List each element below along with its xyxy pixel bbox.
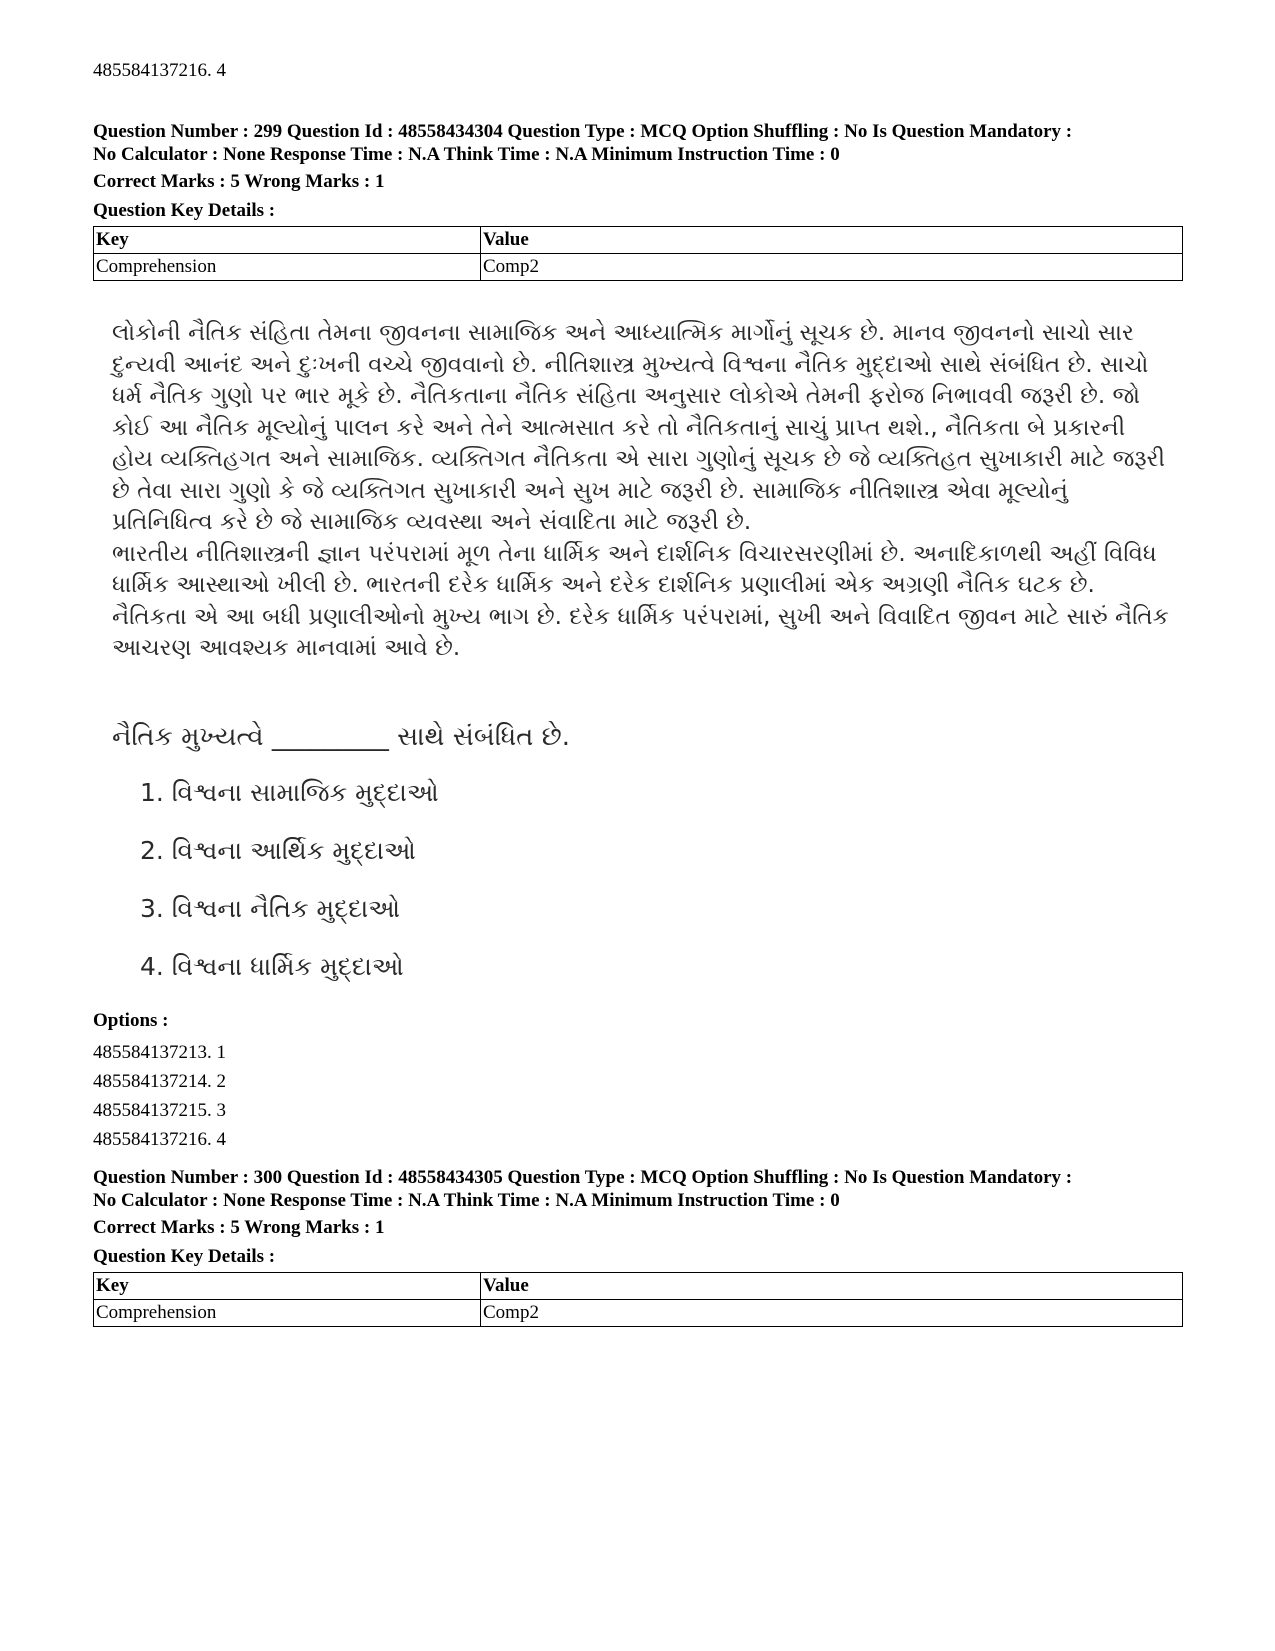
comprehension-passage xyxy=(112,318,1172,665)
options-list xyxy=(93,1038,226,1154)
question-block-300 xyxy=(93,1166,1183,1327)
table-row xyxy=(94,254,1183,281)
question-header-line1: Question Number : 300 Question Id : 48558434305 Question Type : MCQ Option Shuffling : No Is Question Mandatory : xyxy=(93,1167,1073,1188)
choice-4: 4. વિશ્વના ધાર્મિક મુદ્દાઓ xyxy=(140,952,404,981)
question-header-line2: No Calculator : None Response Time : N.A Think Time : N.A Minimum Instruction Time : 0 xyxy=(93,144,840,165)
option-item-2: 485584137214. 2 xyxy=(93,1071,226,1092)
question-header-line2: No Calculator : None Response Time : N.A Think Time : N.A Minimum Instruction Time : 0 xyxy=(93,1190,840,1211)
options-label: Options : xyxy=(93,1010,169,1031)
key-details-table xyxy=(93,1272,1183,1327)
passage-paragraph-2: ભારતીય નીતિશાસ્ત્રની જ્ઞાન પરંપરામાં મૂળ તેના ધાર્મિક અને દાર્શનિક વિચારસરણીમાં છે. અનાદિકાળથી અહીં વિવિધ ધાર્મિક આસ્થાઓ ખીલી છે. ભારતની દરેક ધાર્મિક અને દરેક દાર્શનિક પ્રણાલીમાં એક અગ્રણી નૈતિક ઘટક છે. નૈતિકતા એ આ બધી પ્રણાલીઓનો મુખ્ય ભાગ છે. દરેક ધાર્મિક પરંપરામાં, સુખી અને વિવાદિત જીવન માટે સારું નૈતિક આચરણ આવશ્યક માનવામાં આવે છે. xyxy=(112,540,1169,661)
table-header-value: Value xyxy=(481,1273,1183,1300)
table-cell-value: Comp2 xyxy=(481,254,1183,281)
key-details-label: Question Key Details : xyxy=(93,1246,276,1267)
table-header-row xyxy=(94,227,1183,254)
table-cell-key: Comprehension xyxy=(94,1300,481,1327)
question-text: નૈતિક મુખ્યત્વે _________ સાથે સંબંધિત છે. xyxy=(112,722,571,752)
table-row xyxy=(94,1300,1183,1327)
table-header-value: Value xyxy=(481,227,1183,254)
table-cell-key: Comprehension xyxy=(94,254,481,281)
choice-3: 3. વિશ્વના નૈતિક મુદ્દાઓ xyxy=(140,894,401,923)
option-item-4: 485584137216. 4 xyxy=(93,1129,226,1150)
table-header-row xyxy=(94,1273,1183,1300)
option-item-3: 485584137215. 3 xyxy=(93,1100,226,1121)
table-header-key: Key xyxy=(94,227,481,254)
table-cell-value: Comp2 xyxy=(481,1300,1183,1327)
key-details-label: Question Key Details : xyxy=(93,200,276,221)
question-block-299 xyxy=(93,120,1183,281)
passage-paragraph-1: લોકોની નૈતિક સંહિતા તેમના જીવનના સામાજિક અને આધ્યાત્મિક માર્ગોનું સૂચક છે. માનવ જીવનનો સાચો સાર દુન્યવી આનંદ અને દુઃખની વચ્ચે જીવવાનો છે. નીતિશાસ્ત્ર મુખ્યત્વે વિશ્વના નૈતિક મુદ્દાઓ સાથે સંબંધિત છે. સાચો ધર્મ નૈતિક ગુણો પર ભાર મૂકે છે. નૈતિકતાના નૈતિક સંહિતા અનુસાર લોકોએ તેમની ફરોજ નિભાવવી જરૂરી છે. જો કોઈ આ નૈતિક મૂલ્યોનું પાલન કરે અને તેને આત્મસાત કરે તો નૈતિકતાનું સાચું પ્રાપ્ત થશે., નૈતિકતા બે પ્રકારની હોય વ્યક્તિહગત અને સામાજિક. વ્યક્તિગત નૈતિકતા એ સારા ગુણોનું સૂચક છે જે વ્યક્તિહત સુખાકારી માટે જરૂરી છે તેવા સારા ગુણો કે જે વ્યક્તિગત સુખાકારી અને સુખ માટે જરૂરી છે. સામાજિક નીતિશાસ્ત્ર એવા મૂલ્યોનું પ્રતિનિધિત્વ કરે છે જે સામાજિક વ્યવસ્થા અને સંવાદિતા માટે જરૂરી છે. xyxy=(112,320,1166,535)
key-details-table xyxy=(93,226,1183,281)
choice-2: 2. વિશ્વના આર્થિક મુદ્દાઓ xyxy=(140,836,416,865)
previous-answer-id: 485584137216. 4 xyxy=(93,60,226,81)
marks-line: Correct Marks : 5 Wrong Marks : 1 xyxy=(93,1217,385,1238)
marks-line: Correct Marks : 5 Wrong Marks : 1 xyxy=(93,171,385,192)
question-header xyxy=(93,120,1183,166)
question-header xyxy=(93,1166,1183,1212)
choice-1: 1. વિશ્વના સામાજિક મુદ્દાઓ xyxy=(140,778,439,807)
table-header-key: Key xyxy=(94,1273,481,1300)
question-header-line1: Question Number : 299 Question Id : 48558434304 Question Type : MCQ Option Shuffling : No Is Question Mandatory : xyxy=(93,121,1073,142)
answer-choices xyxy=(140,778,439,1010)
option-item-1: 485584137213. 1 xyxy=(93,1042,226,1063)
